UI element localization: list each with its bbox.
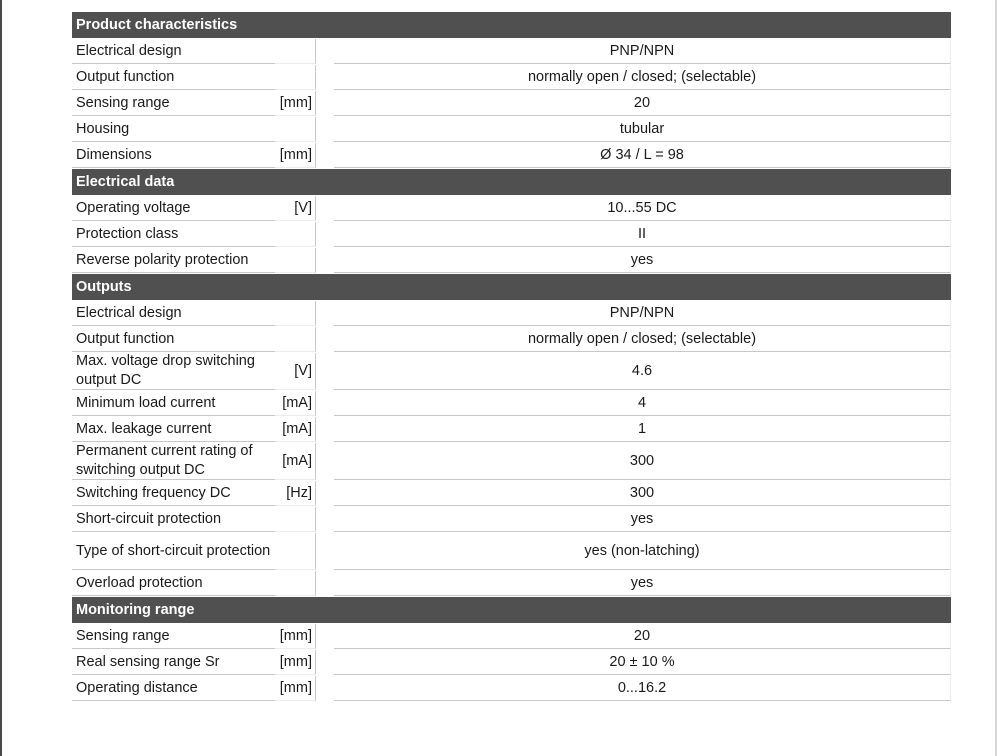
spec-label: Overload protection: [72, 571, 275, 596]
spec-label: Operating distance: [72, 676, 275, 701]
section-header: Product characteristics: [72, 12, 951, 38]
spec-unit: [275, 533, 316, 570]
spec-label: Short-circuit protection: [72, 507, 275, 532]
page-left-border: [0, 0, 2, 756]
spec-row: [72, 507, 951, 532]
column-gap: [316, 353, 334, 390]
spec-row: [72, 481, 951, 506]
column-gap: [316, 222, 334, 247]
spec-label: Type of short-circuit protection: [72, 533, 275, 570]
spec-row: [72, 650, 951, 675]
spec-unit: [275, 327, 316, 352]
spec-value: 10...55 DC: [334, 196, 951, 221]
spec-value: 300: [334, 443, 951, 480]
spec-unit: [mm]: [275, 624, 316, 649]
spec-label: Output function: [72, 65, 275, 90]
spec-value: PNP/NPN: [334, 301, 951, 326]
spec-label: Electrical design: [72, 39, 275, 64]
spec-value: Ø 34 / L = 98: [334, 143, 951, 168]
section-header: Monitoring range: [72, 597, 951, 623]
column-gap: [316, 507, 334, 532]
column-gap: [316, 481, 334, 506]
spec-value: yes: [334, 248, 951, 273]
spec-unit: [mA]: [275, 391, 316, 416]
column-gap: [316, 65, 334, 90]
spec-row: [72, 353, 951, 390]
spec-value: 20: [334, 91, 951, 116]
spec-label: Sensing range: [72, 624, 275, 649]
spec-row: [72, 417, 951, 442]
spec-sheet: [72, 12, 951, 702]
spec-value: yes (non-latching): [334, 533, 951, 570]
spec-unit: [mm]: [275, 676, 316, 701]
spec-value: normally open / closed; (selectable): [334, 65, 951, 90]
spec-label: Housing: [72, 117, 275, 142]
spec-value: 4.6: [334, 353, 951, 390]
spec-label: Minimum load current: [72, 391, 275, 416]
spec-label: Output function: [72, 327, 275, 352]
column-gap: [316, 650, 334, 675]
spec-row: [72, 571, 951, 596]
spec-unit: [275, 222, 316, 247]
spec-value: 1: [334, 417, 951, 442]
spec-label: Max. voltage drop switching output DC: [72, 353, 275, 390]
spec-row: [72, 91, 951, 116]
spec-value: 20: [334, 624, 951, 649]
spec-label: Sensing range: [72, 91, 275, 116]
spec-unit: [mA]: [275, 417, 316, 442]
spec-row: [72, 196, 951, 221]
spec-value: tubular: [334, 117, 951, 142]
spec-row: [72, 65, 951, 90]
spec-row: [72, 39, 951, 64]
spec-row: [72, 533, 951, 570]
column-gap: [316, 143, 334, 168]
spec-unit: [mA]: [275, 443, 316, 480]
spec-row: [72, 624, 951, 649]
column-gap: [316, 417, 334, 442]
spec-label: Reverse polarity protection: [72, 248, 275, 273]
spec-label: Operating voltage: [72, 196, 275, 221]
column-gap: [316, 196, 334, 221]
spec-label: Max. leakage current: [72, 417, 275, 442]
spec-value: 300: [334, 481, 951, 506]
spec-row: [72, 117, 951, 142]
spec-label: Dimensions: [72, 143, 275, 168]
column-gap: [316, 301, 334, 326]
spec-row: [72, 143, 951, 168]
spec-row: [72, 391, 951, 416]
spec-unit: [mm]: [275, 650, 316, 675]
spec-label: Protection class: [72, 222, 275, 247]
spec-unit: [275, 65, 316, 90]
spec-row: [72, 443, 951, 480]
spec-unit: [275, 571, 316, 596]
column-gap: [316, 327, 334, 352]
section-header: Electrical data: [72, 169, 951, 195]
column-gap: [316, 39, 334, 64]
spec-value: II: [334, 222, 951, 247]
spec-label: Electrical design: [72, 301, 275, 326]
spec-unit: [275, 39, 316, 64]
spec-unit: [V]: [275, 196, 316, 221]
spec-value: PNP/NPN: [334, 39, 951, 64]
column-gap: [316, 443, 334, 480]
spec-row: [72, 327, 951, 352]
spec-value: 0...16.2: [334, 676, 951, 701]
spec-unit: [Hz]: [275, 481, 316, 506]
spec-unit: [275, 507, 316, 532]
spec-row: [72, 222, 951, 247]
spec-unit: [mm]: [275, 143, 316, 168]
spec-label: Permanent current rating of switching output DC: [72, 443, 275, 480]
spec-value: yes: [334, 507, 951, 532]
section-header: Outputs: [72, 274, 951, 300]
column-gap: [316, 91, 334, 116]
spec-unit: [mm]: [275, 91, 316, 116]
spec-unit: [275, 248, 316, 273]
spec-value: yes: [334, 571, 951, 596]
column-gap: [316, 248, 334, 273]
column-gap: [316, 624, 334, 649]
spec-label: Switching frequency DC: [72, 481, 275, 506]
column-gap: [316, 533, 334, 570]
spec-unit: [V]: [275, 353, 316, 390]
spec-row: [72, 301, 951, 326]
spec-row: [72, 248, 951, 273]
spec-unit: [275, 301, 316, 326]
column-gap: [316, 571, 334, 596]
spec-value: normally open / closed; (selectable): [334, 327, 951, 352]
spec-unit: [275, 117, 316, 142]
spec-label: Real sensing range Sr: [72, 650, 275, 675]
spec-value: 20 ± 10 %: [334, 650, 951, 675]
column-gap: [316, 117, 334, 142]
spec-row: [72, 676, 951, 701]
spec-value: 4: [334, 391, 951, 416]
column-gap: [316, 676, 334, 701]
column-gap: [316, 391, 334, 416]
